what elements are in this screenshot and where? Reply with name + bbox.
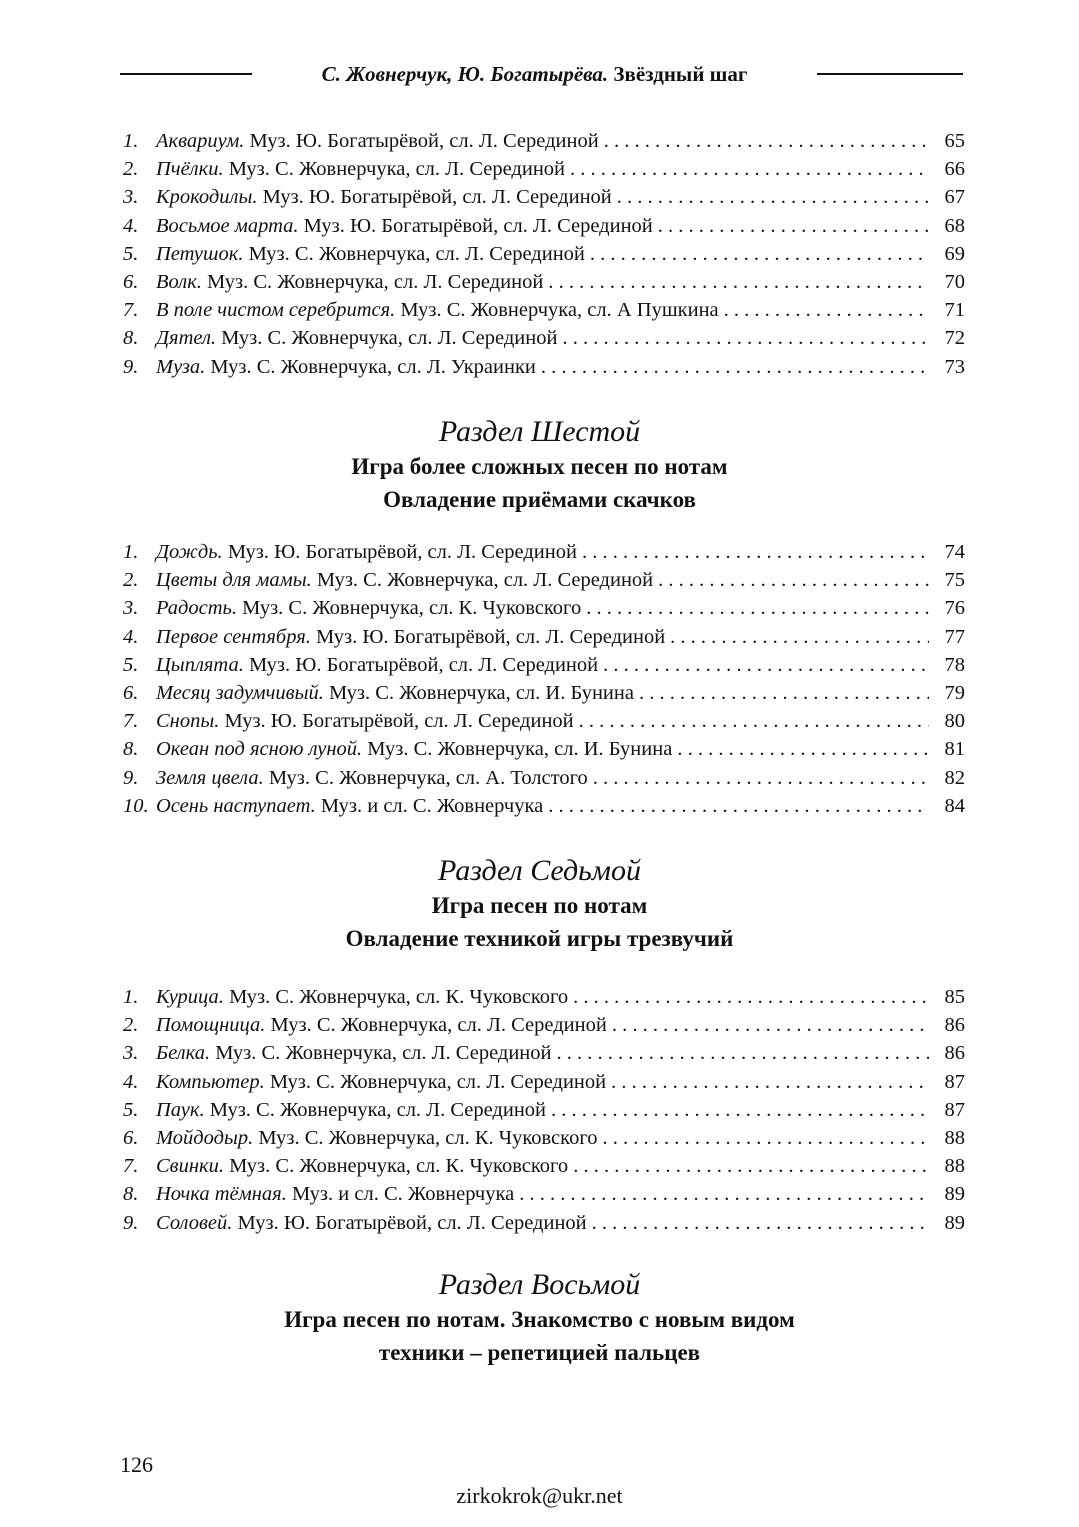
toc-entry	[123, 327, 965, 355]
toc-entry-leader	[581, 597, 929, 620]
toc-entry-title: Земля цвела.	[156, 766, 264, 789]
toc-entry-credit: Муз. С. Жовнерчука, сл. А. Толстого	[268, 766, 588, 789]
toc-entry-credit: Муз. С. Жовнерчука, сл. К. Чуковского	[229, 986, 569, 1008]
toc-entry-text	[156, 1127, 597, 1150]
toc-entry-leader	[597, 1127, 929, 1150]
toc-entry	[123, 986, 965, 1014]
toc-entry-number: 6.	[123, 1126, 139, 1149]
toc-entry-leader	[612, 186, 929, 209]
toc-entry-title: Петушок.	[156, 242, 244, 265]
toc-entry-title: Снопы.	[156, 710, 220, 733]
toc-entry-number: 3.	[123, 1042, 139, 1065]
toc-entry-number: 2.	[123, 1014, 139, 1037]
toc-entry-page: 84	[944, 794, 965, 817]
toc-entry	[123, 356, 965, 384]
toc-entry-number: 5.	[123, 242, 139, 265]
toc-entry-leader	[568, 986, 929, 1009]
toc-entry-leader	[585, 243, 929, 266]
toc-entry-page: 65	[944, 130, 965, 152]
toc-entry-number: 4.	[123, 1070, 139, 1093]
toc-entry	[123, 271, 965, 299]
toc-entry-number: 8.	[123, 1183, 139, 1206]
toc-entry	[123, 569, 965, 597]
toc-entry-page: 70	[944, 270, 965, 293]
toc-entry-credit: Муз. Ю. Богатырёвой, сл. Л. Серединой	[303, 214, 653, 237]
toc-entry-number: 9.	[123, 1211, 139, 1234]
toc-entry-number: 2.	[123, 569, 139, 592]
toc-entry-title: Цыплята.	[156, 653, 244, 676]
toc-entry-page: 87	[944, 1098, 965, 1121]
toc-entry-leader	[606, 1071, 929, 1094]
toc-entry-credit: Муз. С. Жовнерчука, сл. И. Бунина	[328, 681, 634, 704]
toc-entry-leader	[557, 327, 929, 350]
toc-entry-credit: Муз. С. Жовнерчука, сл. Л. Серединой	[207, 270, 544, 293]
section-7-heading	[0, 853, 1079, 955]
toc-entry-page: 68	[944, 214, 965, 237]
toc-entry-page: 71	[944, 299, 965, 322]
toc-entry	[123, 795, 965, 823]
header-rule-left	[120, 73, 252, 75]
toc-entry-page: 78	[944, 653, 965, 676]
toc-entry-title: Радость.	[156, 597, 237, 620]
toc-entry-page: 72	[944, 327, 965, 350]
toc-entry	[123, 1155, 965, 1183]
toc-entry-number: 2.	[123, 158, 139, 181]
toc-entry-page: 88	[944, 1155, 965, 1178]
toc-entry-credit: Муз. Ю. Богатырёвой, сл. Л. Серединой	[316, 625, 666, 648]
toc-entry-text	[156, 243, 585, 266]
toc-entry-number: 8.	[123, 738, 139, 761]
toc-entry-number: 3.	[123, 186, 139, 209]
toc-entry-text	[156, 986, 568, 1009]
section-title: Раздел Шестой	[438, 415, 641, 448]
toc-entry-page: 75	[944, 569, 965, 592]
toc-entry-text	[156, 682, 634, 705]
toc-entry-leader	[568, 1155, 929, 1178]
toc-entry-number: 7.	[123, 710, 139, 733]
toc-entry-title: Курица.	[156, 986, 224, 1008]
toc-entry	[123, 243, 965, 271]
toc-entry-leader	[598, 654, 929, 677]
toc-entry-page: 85	[944, 986, 965, 1008]
toc-entry-credit: Муз. Ю. Богатырёвой, сл. Л. Серединой	[249, 130, 599, 152]
toc-entry	[123, 215, 965, 243]
toc-entry-leader	[653, 569, 929, 592]
section-title: Раздел Восьмой	[438, 1268, 641, 1301]
toc-section-6	[123, 541, 965, 823]
section-subtitle: Овладение техникой игры трезвучий	[345, 926, 734, 951]
toc-entry-page: 86	[944, 1042, 965, 1065]
toc-entry-page: 77	[944, 625, 965, 648]
toc-entry-title: Муза.	[156, 355, 206, 378]
section-subtitle: Игра более сложных песен по нотам	[351, 454, 728, 479]
section-6-heading	[0, 414, 1079, 516]
toc-entry-leader	[599, 130, 929, 153]
toc-entry-credit: Муз. и сл. С. Жовнерчука	[320, 794, 544, 817]
toc-entry-credit: Муз. С. Жовнерчука, сл. К. Чуковского	[229, 1155, 569, 1178]
toc-entry-leader	[546, 1099, 929, 1122]
toc-entry-leader	[552, 1042, 930, 1065]
toc-entry-leader	[543, 271, 929, 294]
toc-entry	[123, 1127, 965, 1155]
toc-entry	[123, 186, 965, 214]
toc-entry-number: 9.	[123, 355, 139, 378]
toc-entry-number: 4.	[123, 214, 139, 237]
toc-entry-credit: Муз. С. Жовнерчука, сл. К. Чуковского	[258, 1126, 598, 1149]
toc-entry-leader	[565, 158, 929, 181]
toc-entry-credit: Муз. Ю. Богатырёвой, сл. Л. Серединой	[262, 186, 612, 209]
toc-entry-title: Пчёлки.	[156, 158, 224, 181]
section-subtitle: Игра песен по нотам	[431, 893, 648, 918]
toc-entry-text	[156, 1212, 587, 1235]
toc-entry	[123, 738, 965, 766]
toc-entry-title: Дождь.	[156, 541, 223, 563]
toc-entry-number: 9.	[123, 766, 139, 789]
toc-entry-leader	[577, 541, 929, 564]
toc-entry-text	[156, 186, 612, 209]
toc-entry-leader	[653, 215, 929, 238]
header-authors: С. Жовнерчук, Ю. Богатырёва.	[321, 61, 609, 86]
toc-entry-credit: Муз. С. Жовнерчука, сл. Л. Серединой	[209, 1098, 547, 1121]
toc-entry-number: 1.	[123, 986, 139, 1008]
toc-entry-leader	[672, 738, 929, 761]
toc-entry-credit: Муз. С. Жовнерчука, сл. Л. Серединой	[270, 1014, 607, 1037]
toc-entry-credit: Муз. и сл. С. Жовнерчука	[291, 1183, 515, 1206]
toc-block-1	[123, 130, 965, 384]
toc-entry-credit: Муз. С. Жовнерчука, сл. Л. Украинки	[210, 355, 536, 378]
toc-entry-text	[156, 1014, 607, 1037]
toc-entry-leader	[588, 767, 929, 790]
toc-entry-text	[156, 767, 588, 790]
toc-entry-text	[156, 1155, 568, 1178]
toc-entry-page: 76	[944, 597, 965, 620]
toc-entry-title: Аквариум.	[156, 130, 245, 152]
toc-entry-title: Дятел.	[156, 327, 217, 350]
toc-entry-text	[156, 654, 598, 677]
toc-entry-page: 66	[944, 158, 965, 181]
toc-entry-page: 73	[944, 355, 965, 378]
toc-entry-text	[156, 327, 557, 350]
toc-entry-number: 8.	[123, 327, 139, 350]
toc-entry	[123, 682, 965, 710]
toc-entry-number: 4.	[123, 625, 139, 648]
section-subtitle: Игра песен по нотам. Знакомство с новым видом	[284, 1307, 795, 1332]
toc-entry	[123, 1042, 965, 1070]
toc-entry-text	[156, 597, 581, 620]
toc-entry-page: 69	[944, 242, 965, 265]
toc-entry-title: Белка.	[156, 1042, 211, 1065]
toc-entry-title: В поле чистом серебрится.	[156, 299, 396, 322]
toc-entry	[123, 597, 965, 625]
toc-entry-number: 3.	[123, 597, 139, 620]
toc-entry-text	[156, 626, 665, 649]
toc-entry-credit: Муз. С. Жовнерчука, сл. Л. Серединой	[248, 242, 585, 265]
toc-entry-leader	[665, 626, 929, 649]
toc-entry-title: Помощница.	[156, 1014, 266, 1037]
toc-entry-leader	[634, 682, 929, 705]
toc-entry-text	[156, 271, 543, 294]
toc-entry-text	[156, 356, 536, 379]
toc-entry-credit: Муз. С. Жовнерчука, сл. А Пушкина	[400, 299, 719, 322]
toc-entry-title: Ночка тёмная.	[156, 1183, 287, 1206]
toc-section-7	[123, 986, 965, 1240]
toc-entry-number: 10.	[123, 794, 149, 817]
toc-entry-credit: Муз. С. Жовнерчука, сл. Л. Серединой	[228, 158, 566, 181]
toc-entry-credit: Муз. С. Жовнерчука, сл. И. Бунина	[367, 738, 673, 761]
toc-entry-credit: Муз. Ю. Богатырёвой, сл. Л. Серединой	[227, 541, 577, 563]
toc-entry-text	[156, 541, 577, 564]
section-subtitle: Овладение приёмами скачков	[383, 487, 696, 512]
toc-entry-credit: Муз. С. Жовнерчука, сл. Л. Серединой	[215, 1042, 552, 1065]
toc-entry-title: Соловей.	[156, 1211, 233, 1234]
toc-entry-text	[156, 215, 653, 238]
toc-entry	[123, 541, 965, 569]
running-header	[120, 56, 963, 92]
toc-entry-credit: Муз. С. Жовнерчука, сл. Л. Серединой	[316, 569, 654, 592]
toc-entry-page: 80	[944, 710, 965, 733]
toc-entry-credit: Муз. Ю. Богатырёвой, сл. Л. Серединой	[237, 1211, 587, 1234]
toc-entry-title: Месяц задумчивый.	[156, 681, 324, 704]
toc-entry-page: 87	[944, 1070, 965, 1093]
toc-entry-number: 5.	[123, 1098, 139, 1121]
toc-entry-page: 74	[944, 541, 965, 563]
toc-entry-title: Крокодилы.	[156, 186, 258, 209]
toc-entry-page: 79	[944, 681, 965, 704]
section-8-heading	[0, 1267, 1079, 1369]
toc-entry	[123, 299, 965, 327]
toc-entry-title: Компьютер.	[156, 1070, 265, 1093]
toc-entry-number: 7.	[123, 1155, 139, 1178]
toc-entry-title: Осень наступает.	[156, 794, 316, 817]
toc-entry	[123, 1014, 965, 1042]
toc-entry-text	[156, 1183, 514, 1206]
toc-entry-title: Свинки.	[156, 1155, 224, 1178]
toc-entry-number: 6.	[123, 681, 139, 704]
toc-entry-page: 89	[944, 1183, 965, 1206]
toc-entry-leader	[543, 795, 929, 818]
toc-entry-text	[156, 130, 599, 153]
toc-entry-title: Паук.	[156, 1098, 205, 1121]
toc-entry-number: 1.	[123, 541, 139, 563]
toc-entry-page: 89	[944, 1211, 965, 1234]
toc-entry-credit: Муз. Ю. Богатырёвой, сл. Л. Серединой	[248, 653, 599, 676]
header-book-title: Звёздный шаг	[613, 61, 748, 86]
header-rule-right	[817, 73, 963, 75]
toc-entry-number: 7.	[123, 299, 139, 322]
toc-entry-text	[156, 1099, 546, 1122]
toc-entry	[123, 158, 965, 186]
toc-entry	[123, 1212, 965, 1240]
toc-entry-page: 81	[944, 738, 965, 761]
toc-entry-text	[156, 710, 574, 733]
toc-entry	[123, 1099, 965, 1127]
toc-entry-number: 5.	[123, 653, 139, 676]
page-number: 126	[120, 1452, 153, 1477]
toc-entry-text	[156, 569, 653, 592]
footer-email: zirkokrok@ukr.net	[456, 1483, 623, 1508]
toc-entry-title: Восьмое марта.	[156, 214, 299, 237]
toc-entry-title: Волк.	[156, 270, 202, 293]
toc-entry	[123, 767, 965, 795]
toc-entry	[123, 626, 965, 654]
toc-entry-page: 67	[944, 186, 965, 209]
toc-entry-number: 1.	[123, 130, 139, 152]
toc-entry-leader	[574, 710, 929, 733]
toc-entry-text	[156, 1071, 606, 1094]
toc-entry-leader	[514, 1183, 929, 1206]
toc-entry-text	[156, 1042, 552, 1065]
toc-entry-page: 88	[944, 1126, 965, 1149]
toc-entry-title: Цветы для мамы.	[156, 569, 312, 592]
toc-entry	[123, 1183, 965, 1211]
section-subtitle: техники – репетицией пальцев	[378, 1340, 701, 1365]
toc-entry-credit: Муз. С. Жовнерчука, сл. К. Чуковского	[242, 597, 582, 620]
header-title	[322, 62, 748, 87]
toc-entry	[123, 654, 965, 682]
toc-entry	[123, 130, 965, 158]
toc-entry-number: 6.	[123, 270, 139, 293]
toc-entry-text	[156, 795, 543, 818]
toc-entry-page: 86	[944, 1014, 965, 1037]
toc-entry-page: 82	[944, 766, 965, 789]
toc-entry-text	[156, 738, 672, 761]
toc-entry	[123, 710, 965, 738]
section-title: Раздел Седьмой	[438, 854, 641, 887]
toc-entry-title: Первое сентября.	[156, 625, 311, 648]
toc-entry-credit: Муз. С. Жовнерчука, сл. Л. Серединой	[221, 327, 558, 350]
toc-entry-text	[156, 158, 565, 181]
toc-entry-leader	[607, 1014, 929, 1037]
toc-entry-title: Мойдодыр.	[156, 1126, 254, 1149]
toc-entry	[123, 1071, 965, 1099]
toc-entry-title: Океан под ясною луной.	[156, 738, 363, 761]
toc-entry-credit: Муз. Ю. Богатырёвой, сл. Л. Серединой	[224, 710, 574, 733]
toc-entry-leader	[536, 356, 929, 379]
toc-entry-credit: Муз. С. Жовнерчука, сл. Л. Серединой	[269, 1070, 607, 1093]
toc-entry-leader	[719, 299, 929, 322]
toc-entry-leader	[587, 1212, 929, 1235]
toc-entry-text	[156, 299, 719, 322]
